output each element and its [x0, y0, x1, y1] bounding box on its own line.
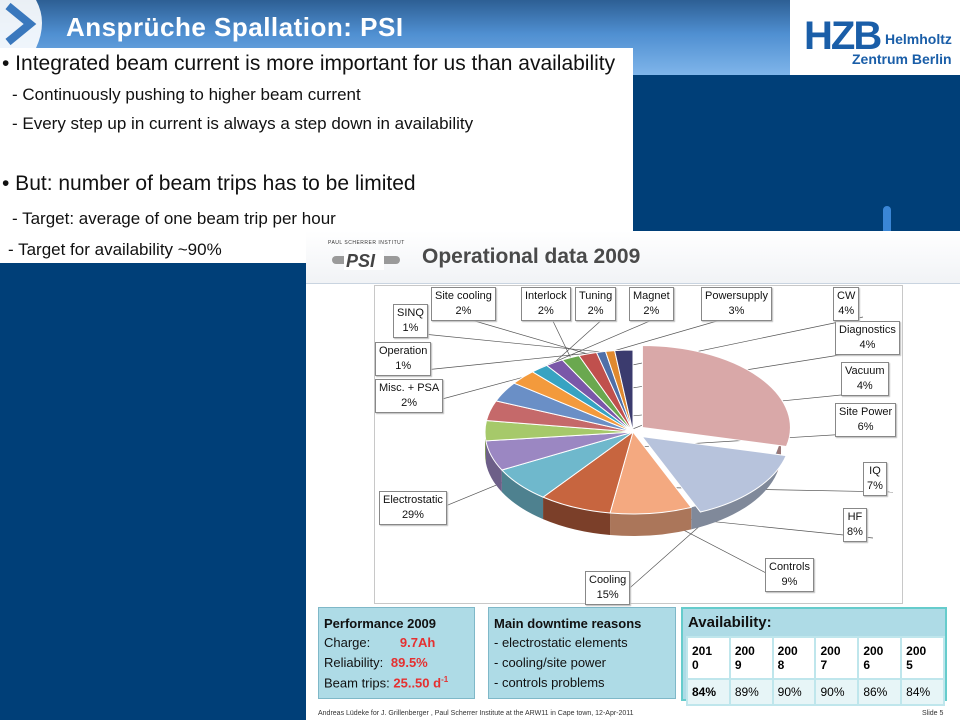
pie-label-name: Misc. + PSA: [379, 382, 440, 394]
pie-label-percent: 15%: [596, 589, 619, 601]
pie-label-name: Cooling: [589, 574, 627, 586]
bullet-1: • Integrated beam current is more important for us than availability: [2, 52, 616, 75]
hzb-logo-line2: Zentrum Berlin: [852, 51, 952, 67]
pie-label: [375, 379, 443, 413]
performance-value: 9.7Ah: [399, 635, 436, 650]
pie-label: [629, 287, 674, 321]
leader-line: [461, 317, 588, 354]
pie-label-percent: 4%: [859, 339, 876, 351]
performance-value: 25..50 d: [393, 675, 442, 691]
availability-year: 200 7: [815, 637, 858, 679]
pie-label-name: Site cooling: [435, 290, 492, 302]
pie-label: [765, 558, 814, 592]
pie-label-name: Controls: [769, 561, 810, 573]
pie-label: [841, 362, 889, 396]
pie-label: [833, 287, 859, 321]
performance-row-beam-trips: [324, 675, 448, 690]
pie-label-percent: 8%: [847, 526, 863, 538]
pie-label: [575, 287, 616, 321]
availability-year: 200 9: [730, 637, 773, 679]
psi-logo-icon: [332, 248, 400, 272]
pie-label: [521, 287, 571, 321]
availability-year: 200 5: [901, 637, 944, 679]
performance-label: Reliability:: [324, 655, 384, 670]
availability-year: 200 6: [858, 637, 901, 679]
pie-label-name: Tuning: [579, 290, 613, 302]
pie-label-percent: 2%: [643, 305, 660, 317]
pie-label-name: Electrostatic: [383, 494, 443, 506]
pie-slice-electrostatic: [642, 346, 790, 447]
pie-label-percent: 4%: [838, 305, 855, 317]
decorative-shape: [883, 206, 891, 234]
operational-data-figure: [306, 231, 960, 720]
availability-years-row: [687, 637, 944, 679]
pie-label: [843, 508, 867, 542]
availability-box: [681, 607, 947, 701]
pie-label-name: Site Power: [839, 406, 893, 418]
downtime-box: [488, 607, 676, 699]
downtime-item: - cooling/site power: [494, 655, 606, 670]
bullet-2-sub-1: - Target: average of one beam trip per hour: [12, 209, 336, 228]
pie-label-name: Magnet: [633, 290, 670, 302]
figure-footer: [306, 708, 960, 720]
slide-number: Slide 5: [922, 710, 944, 717]
footer-text: Andreas Lüdeke for J. Grillenberger , Paul Scherrer Institute at the ARW11 in Cape town, 12-Apr-2011: [318, 710, 634, 717]
pie-label: [863, 462, 887, 496]
performance-label: Beam trips:: [324, 675, 390, 691]
bullet-2: • But: number of beam trips has to be limited: [2, 172, 416, 195]
availability-value: 90%: [815, 679, 858, 705]
pie-label-percent: 1%: [402, 322, 419, 334]
hzb-logo-mark: HZB: [804, 14, 881, 58]
arrow-logo-icon: [0, 0, 60, 48]
pie-label-percent: 4%: [856, 380, 873, 392]
performance-value: 89.5%: [390, 655, 428, 670]
pie-label-name: Diagnostics: [839, 324, 896, 336]
hzb-logo: [790, 0, 960, 75]
pie-label-percent: 2%: [587, 305, 604, 317]
pie-label-percent: 1%: [395, 360, 412, 372]
bullet-1-sub-1: - Continuously pushing to higher beam current: [12, 85, 361, 104]
availability-title: Availability:: [688, 614, 772, 631]
availability-year: 201 0: [687, 637, 730, 679]
slide-title: Ansprüche Spallation: PSI: [66, 12, 404, 42]
psi-institute-name: PAUL SCHERRER INSTITUT: [328, 240, 405, 246]
pie-label-percent: 2%: [537, 305, 554, 317]
pie-chart-area: [374, 285, 903, 604]
performance-label: Charge:: [324, 635, 371, 650]
pie-label-name: HF: [847, 511, 863, 523]
performance-row-charge: [324, 635, 435, 650]
pie-label-name: Operation: [379, 345, 428, 357]
availability-value: 86%: [858, 679, 901, 705]
pie-label-name: Vacuum: [845, 365, 885, 377]
performance-box: [318, 607, 475, 699]
pie-label: [375, 342, 431, 376]
downtime-item: - controls problems: [494, 675, 605, 690]
pie-label-percent: 2%: [401, 397, 418, 409]
availability-values-row: [687, 679, 944, 705]
pie-label: [835, 321, 900, 355]
pie-label-percent: 9%: [781, 576, 798, 588]
bullet-2-sub-2: - Target for availability ~90%: [8, 240, 222, 259]
pie-label: [835, 403, 896, 437]
performance-row-reliability: [324, 655, 428, 670]
availability-value: 84%: [901, 679, 944, 705]
pie-label-name: CW: [837, 290, 856, 302]
pie-label-percent: 29%: [401, 509, 424, 521]
pie-chart: [375, 286, 902, 603]
pie-label-name: Interlock: [525, 290, 567, 302]
pie-label: [393, 304, 428, 338]
bullet-1-sub-2: - Every step up in current is always a step down in availability: [12, 114, 474, 133]
pie-label-name: IQ: [869, 465, 881, 477]
availability-value: 89%: [730, 679, 773, 705]
pie-label-name: SINQ: [397, 307, 424, 319]
pie-label-percent: 3%: [728, 305, 745, 317]
pie-label: [701, 287, 772, 321]
pie-label-percent: 2%: [455, 305, 472, 317]
leader-line: [551, 317, 571, 358]
performance-superscript: -1: [441, 675, 449, 684]
pie-label-name: Powersupply: [705, 290, 768, 302]
pie-label: [431, 287, 496, 321]
downtime-title: Main downtime reasons: [494, 616, 642, 631]
pie-label: [585, 571, 630, 605]
svg-text:PSI: PSI: [346, 251, 376, 271]
leader-line: [423, 334, 601, 352]
availability-year: 200 8: [773, 637, 816, 679]
availability-value: 90%: [773, 679, 816, 705]
pie-label: [379, 491, 447, 525]
downtime-item: - electrostatic elements: [494, 635, 628, 650]
psi-header: [306, 231, 960, 284]
availability-value: 84%: [687, 679, 730, 705]
performance-title: Performance 2009: [324, 616, 437, 631]
pie-label-percent: 6%: [857, 421, 874, 433]
availability-table: [686, 636, 945, 706]
pie-label-percent: 7%: [867, 480, 883, 492]
hzb-logo-line1: Helmholtz: [885, 31, 952, 47]
figure-title: Operational data 2009: [422, 245, 641, 268]
